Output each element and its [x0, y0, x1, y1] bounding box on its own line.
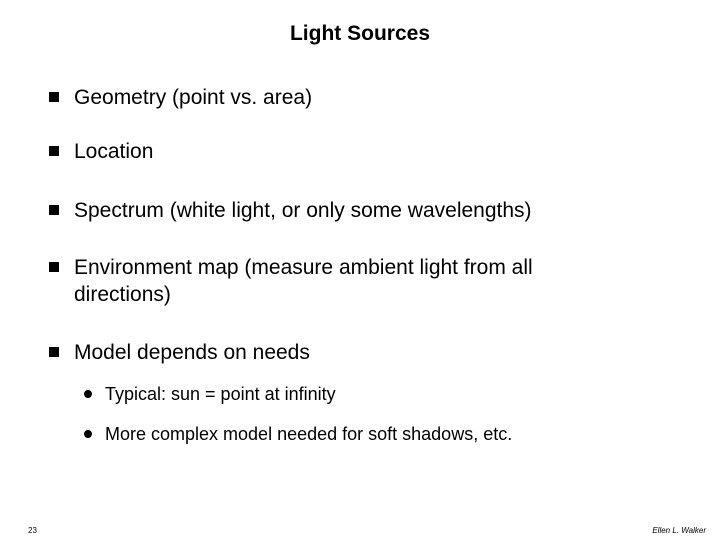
- square-bullet-icon: [49, 205, 59, 215]
- page-number: 23: [28, 526, 37, 535]
- round-bullet-icon: [84, 390, 92, 398]
- square-bullet-icon: [49, 347, 59, 357]
- bullet-text: Environment map (measure ambient light from all directions): [74, 256, 533, 306]
- square-bullet-icon: [49, 92, 59, 102]
- author-credit: Ellen L. Walker: [652, 526, 706, 535]
- square-bullet-icon: [49, 146, 59, 156]
- sub-bullet-text: Typical: sun = point at infinity: [105, 384, 336, 404]
- bullet-text: Geometry (point vs. area): [74, 86, 313, 109]
- square-bullet-icon: [49, 262, 59, 272]
- bullet-text: Location: [74, 140, 154, 163]
- round-bullet-icon: [84, 430, 92, 438]
- sub-bullet-text: More complex model needed for soft shadows, etc.: [105, 424, 513, 444]
- bullet-text: Spectrum (white light, or only some wavelengths): [74, 199, 532, 222]
- bullet-text: Model depends on needs: [74, 341, 310, 364]
- slide-title: Light Sources: [289, 22, 431, 45]
